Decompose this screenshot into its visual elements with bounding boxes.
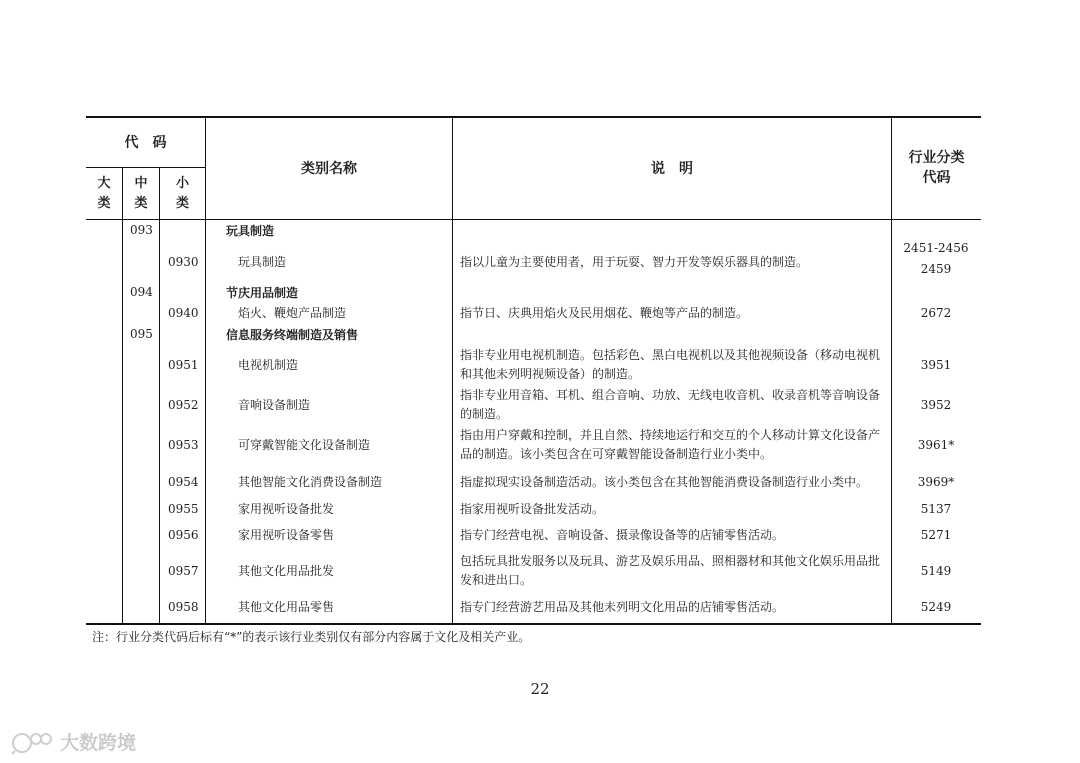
- category-name: 信息服务终端制造及销售: [226, 327, 359, 342]
- industry-code: 5137: [920, 501, 952, 516]
- industry-code: 2459: [920, 262, 952, 276]
- industry-code: 5271: [920, 527, 952, 542]
- industry-code: 5149: [920, 563, 952, 578]
- col-divider-major: [122, 168, 123, 624]
- header-industry-code: 行业分类 代码: [908, 150, 965, 186]
- category-name: 焰火、鞭炮产品制造: [238, 305, 347, 320]
- minor-class-code: 0956: [168, 527, 199, 542]
- category-name: 家用视听设备批发: [238, 501, 335, 516]
- industry-code: 3952: [920, 397, 952, 412]
- category-description: 指家用视听设备批发活动。: [460, 501, 605, 516]
- industry-code: 2672: [920, 305, 952, 320]
- industry-code: 2451-2456: [903, 241, 969, 255]
- category-description: 指非专业用电视机制造。包括彩色、黑白电视机以及其他视频设备（移动电视机和其他未列明视频设备）的制造。: [460, 348, 881, 381]
- industry-code: 3951: [920, 357, 952, 372]
- header-code: 代 码: [124, 135, 167, 151]
- category-name: 其他文化用品批发: [238, 563, 335, 578]
- header-minor: 小 类: [175, 176, 189, 211]
- middle-class-code: 093: [130, 223, 153, 237]
- category-description: 指由用户穿戴和控制，并且自然、持续地运行和交互的个人移动计算文化设备产品的制造。该小类包含在可穿戴智能设备制造行业小类中。: [460, 428, 881, 461]
- category-name: 音响设备制造: [238, 397, 311, 412]
- minor-class-code: 0952: [168, 397, 199, 412]
- col-divider-name: [452, 117, 453, 624]
- minor-class-code: 0955: [168, 501, 199, 516]
- col-divider-middle: [159, 168, 160, 624]
- middle-class-code: 095: [130, 327, 153, 341]
- page-number: 22: [530, 680, 550, 698]
- category-name: 其他智能文化消费设备制造: [238, 474, 383, 489]
- category-name: 玩具制造: [238, 254, 287, 269]
- col-divider-minor: [205, 117, 206, 624]
- table-top-rule: [86, 116, 981, 118]
- minor-class-code: 0957: [168, 563, 199, 578]
- category-description: 指虚拟现实设备制造活动。该小类包含在其他智能消费设备制造行业小类中。: [460, 474, 869, 489]
- middle-class-code: 094: [130, 285, 153, 299]
- category-name: 玩具制造: [226, 223, 275, 238]
- industry-code: 5249: [920, 599, 952, 614]
- category-description: 指以儿童为主要使用者，用于玩耍、智力开发等娱乐器具的制造。: [460, 254, 809, 269]
- category-name: 可穿戴智能文化设备制造: [238, 437, 371, 452]
- minor-class-code: 0958: [168, 599, 199, 614]
- category-description: 包括玩具批发服务以及玩具、游艺及娱乐用品、照相器材和其他文化娱乐用品批发和进出口。: [460, 554, 881, 587]
- category-description: 指专门经营游艺用品及其他未列明文化用品的店铺零售活动。: [460, 599, 785, 614]
- industry-code: 3961*: [917, 437, 955, 452]
- watermark-text: 大数跨境: [60, 732, 137, 754]
- minor-class-code: 0953: [168, 437, 199, 452]
- watermark-logo-icon: [10, 729, 54, 755]
- minor-class-code: 0940: [168, 305, 199, 320]
- category-description: 指非专业用音箱、耳机、组合音响、功放、无线电收音机、收录音机等音响设备的制造。: [460, 388, 881, 421]
- minor-class-code: 0930: [168, 254, 199, 269]
- header-major: 大 类: [97, 176, 111, 211]
- category-description: 指节日、庆典用焰火及民用烟花、鞭炮等产品的制造。: [460, 305, 749, 320]
- table-bottom-rule: [86, 623, 981, 625]
- minor-class-code: 0954: [168, 474, 199, 489]
- category-name: 节庆用品制造: [226, 285, 299, 300]
- table-note: 注：行业分类代码后标有“*”的表示该行业类别仅有部分内容属于文化及相关产业。: [92, 630, 531, 644]
- category-name: 家用视听设备零售: [238, 527, 335, 542]
- category-name: 电视机制造: [238, 357, 299, 372]
- header-description: 说 明: [651, 161, 693, 177]
- watermark: [10, 728, 136, 755]
- minor-class-code: 0951: [168, 357, 199, 372]
- code-header-divider: [86, 167, 205, 168]
- category-description: 指专门经营电视、音响设备、摄录像设备等的店铺零售活动。: [460, 527, 785, 542]
- header-bottom-rule: [86, 219, 981, 220]
- header-name: 类别名称: [301, 161, 357, 177]
- header-middle: 中 类: [134, 176, 148, 211]
- industry-code: 3969*: [917, 474, 955, 489]
- category-name: 其他文化用品零售: [238, 599, 335, 614]
